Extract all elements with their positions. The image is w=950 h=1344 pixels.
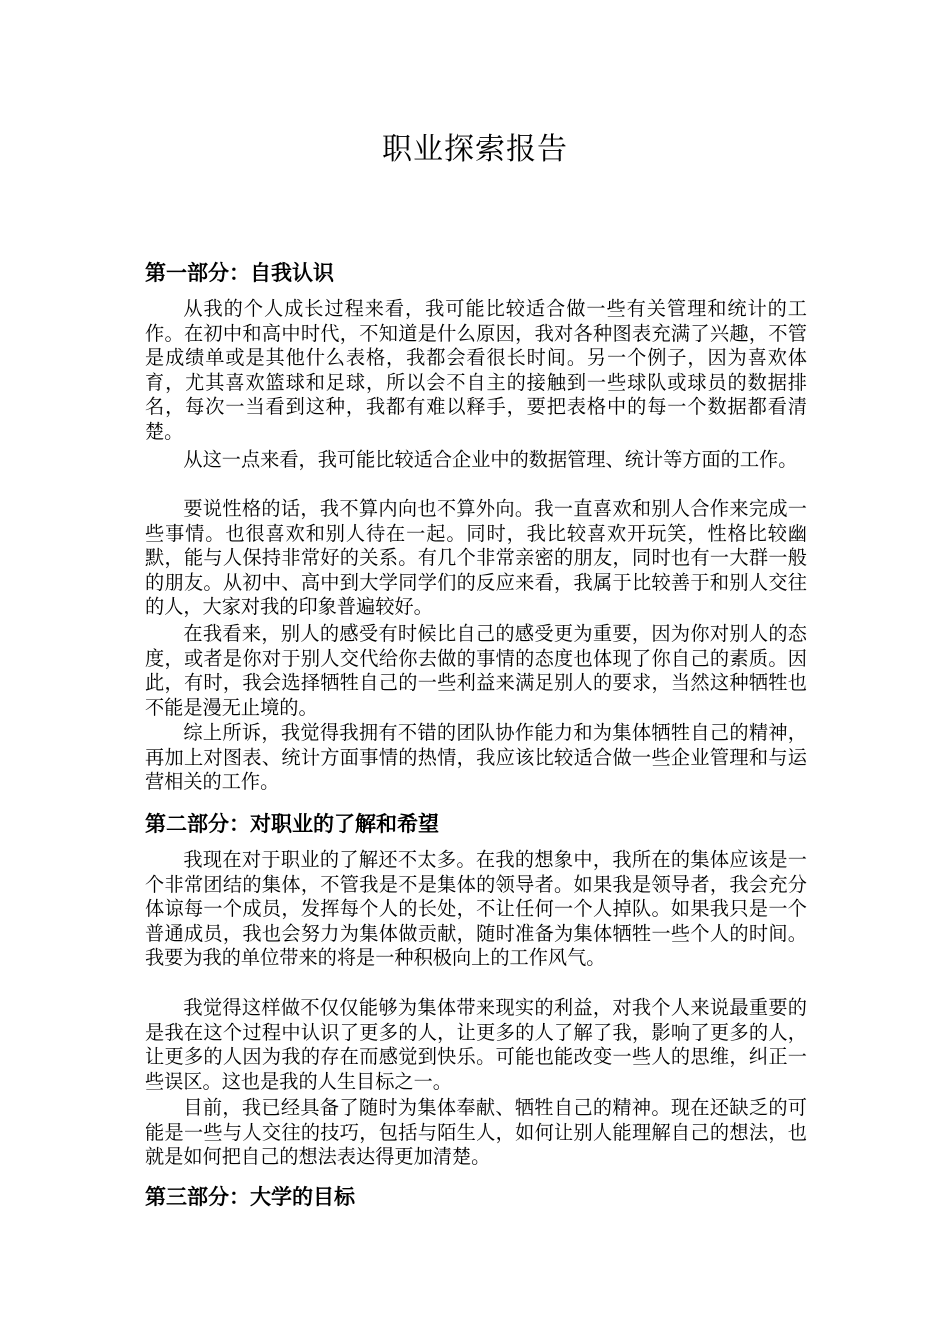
document-title: 职业探索报告 <box>382 132 568 167</box>
paragraph: 要说性格的话，我不算内向也不算外向。我一直喜欢和别人合作来完成一些事情。也很喜欢和别人待在一起。同时，我比较喜欢开玩笑，性格比较幽默，能与人保持非常好的关系。有几个非常亲密的朋友，同时也有一大群一般的朋友。从初中、高中到大学同学们的反应来看，我属于比较善于和别人交往的人，大家对我的印象普遍较好。 <box>145 497 807 619</box>
section-heading-university-goals: 第三部分：大学的目标 <box>145 1185 355 1209</box>
paragraph: 综上所诉，我觉得我拥有不错的团队协作能力和为集体牺牲自己的精神，再加上对图表、统计方面事情的热情，我应该比较适合做一些企业管理和与运营相关的工作。 <box>145 721 807 794</box>
paragraph: 我觉得这样做不仅仅能够为集体带来现实的利益，对我个人来说最重要的是我在这个过程中认识了更多的人，让更多的人了解了我，影响了更多的人，让更多的人因为我的存在而感觉到快乐。可能也能改变一些人的思维，纠正一些误区。这也是我的人生目标之一。 <box>145 996 807 1093</box>
section-heading-career-understanding: 第二部分：对职业的了解和希望 <box>145 812 439 836</box>
paragraph: 从我的个人成长过程来看，我可能比较适合做一些有关管理和统计的工作。在初中和高中时代，不知道是什么原因，我对各种图表充满了兴趣，不管是成绩单或是其他什么表格，我都会看很长时间。另一个例子，因为喜欢体育，尤其喜欢篮球和足球，所以会不自主的接触到一些球队或球员的数据排名，每次一当看到这种，我都有难以释手，要把表格中的每一个数据都看清楚。 <box>145 297 807 443</box>
paragraph: 从这一点来看，我可能比较适合企业中的数据管理、统计等方面的工作。 <box>183 448 798 471</box>
paragraph: 我现在对于职业的了解还不太多。在我的想象中，我所在的集体应该是一个非常团结的集体，不管我是不是集体的领导者。如果我是领导者，我会充分体谅每一个成员，发挥每个人的长处，不让任何一个人掉队。如果我只是一个普通成员，我也会努力为集体做贡献，随时准备为集体牺牲一些个人的时间。我要为我的单位带来的将是一种积极向上的工作风气。 <box>145 848 807 970</box>
paragraph: 在我看来，别人的感受有时候比自己的感受更为重要，因为你对别人的态度，或者是你对于别人交代给你去做的事情的态度也体现了你自己的素质。因此，有时，我会选择牺牲自己的一些利益来满足别人的要求，当然这种牺牲也不能是漫无止境的。 <box>145 622 807 719</box>
section-heading-self-awareness: 第一部分：自我认识 <box>145 261 334 285</box>
paragraph: 目前，我已经具备了随时为集体奉献、牺牲自己的精神。现在还缺乏的可能是一些与人交往的技巧，包括与陌生人，如何让别人能理解自己的想法，也就是如何把自己的想法表达得更加清楚。 <box>145 1096 807 1169</box>
